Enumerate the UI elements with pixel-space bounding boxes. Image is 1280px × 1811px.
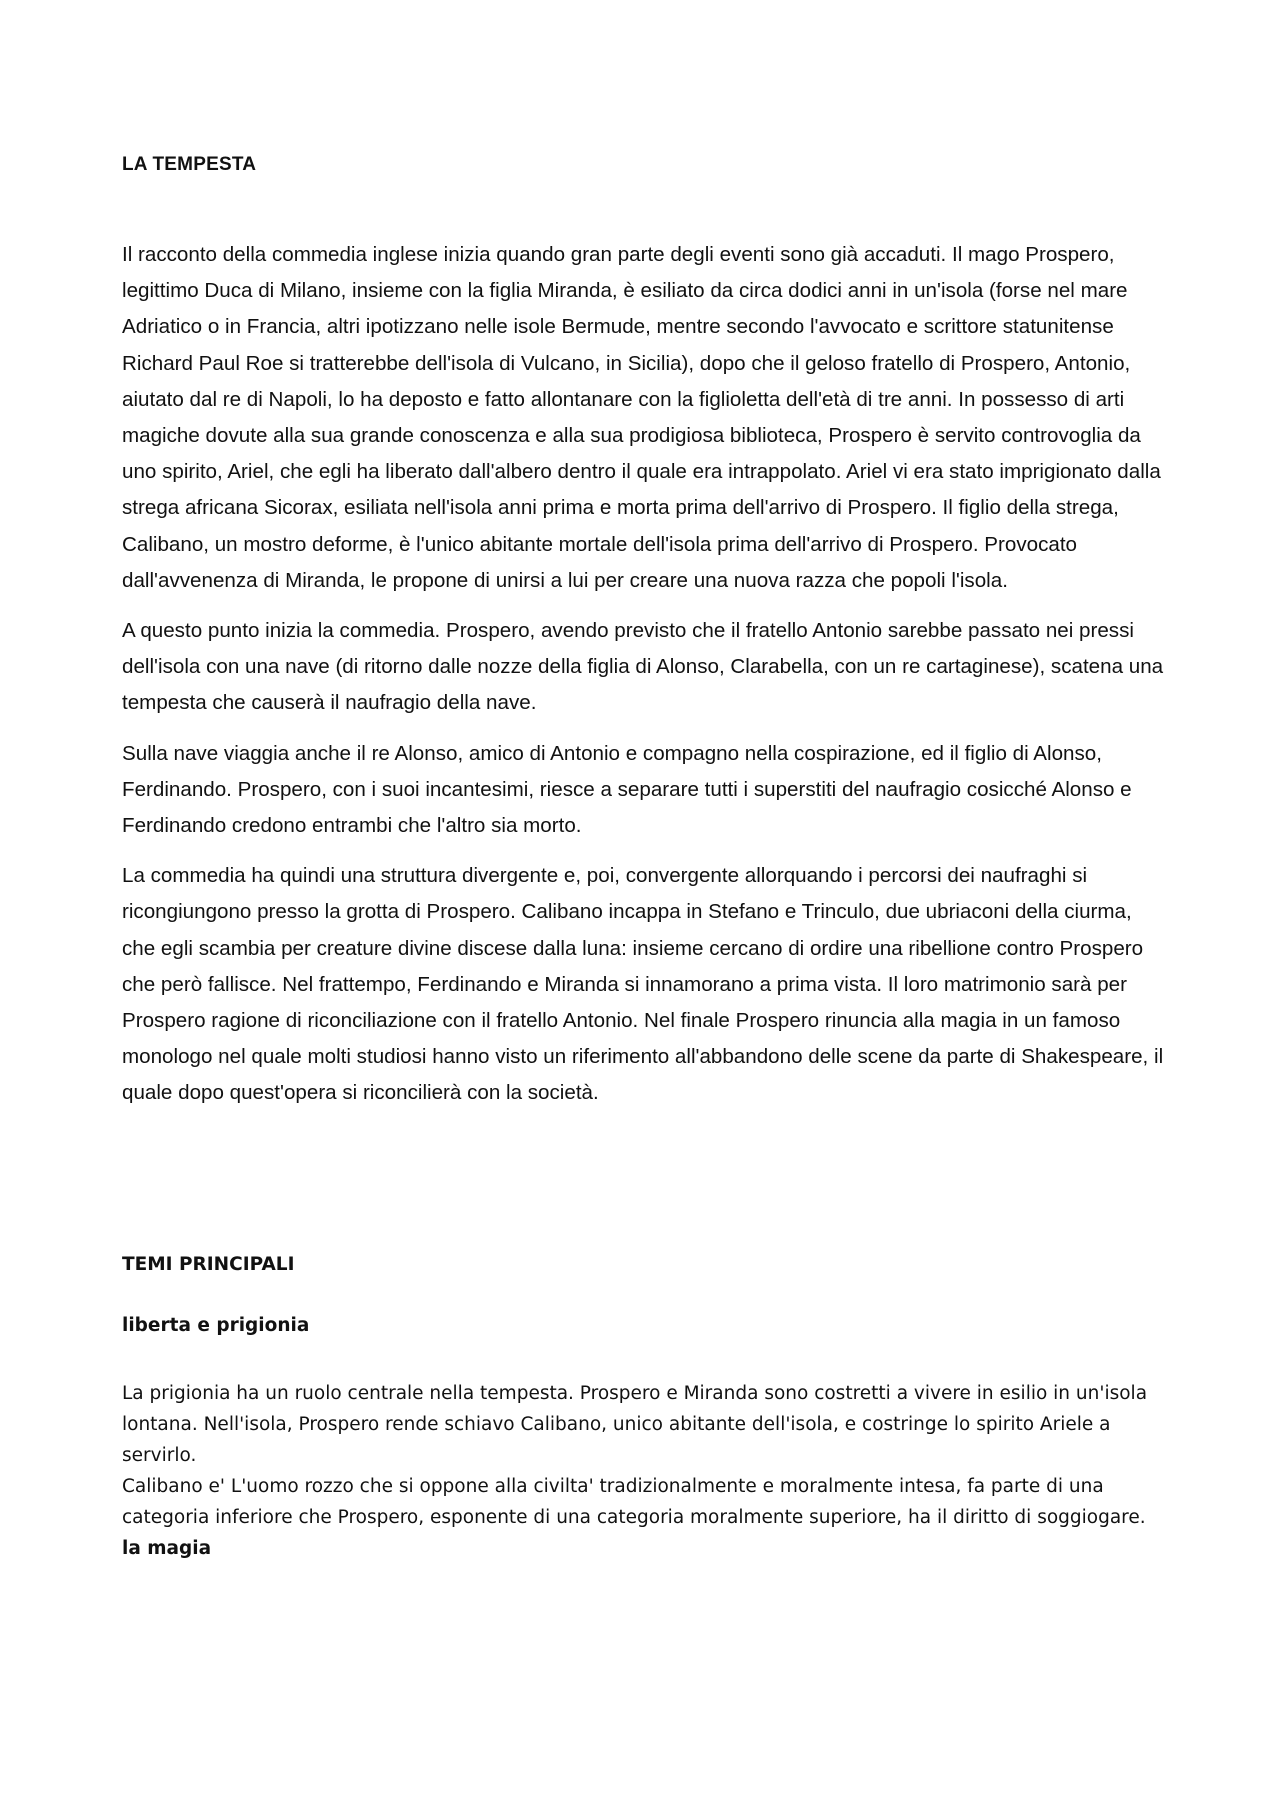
document-title: LA TEMPESTA: [122, 154, 257, 175]
subsection-heading-magia: la magia: [122, 1538, 212, 1559]
subsection-text: [122, 1378, 1167, 1564]
paragraph-1: Il racconto della commedia inglese inizia quando gran parte degli eventi sono già accaduti. Il mago Prospero, legittimo Duca di Milano, insieme con la figlia Miranda, è esiliato da circa dodici anni in un'isola (forse nel mare Adriatico o in Francia, altri ipotizzano nelle isole Bermude, mentre secondo l'avvocato e scrittore statunitense Richard Paul Roe si tratterebbe dell'isola di Vulcano, in Sicilia), dopo che il geloso fratello di Prospero, Antonio, aiutato dal re di Napoli, lo ha deposto e fatto allontanare con la figlioletta dell'età di tre anni. In possesso di arti magiche dovute alla sua grande conoscenza e alla sua prodigiosa biblioteca, Prospero è servito controvoglia da uno spirito, Ariel, che egli ha liberato dall'albero dentro il quale era intrappolato. Ariel vi era stato imprigionato dalla strega africana Sicorax, esiliata nell'isola anni prima e morta prima dell'arrivo di Prospero. Il figlio della strega, Calibano, un mostro deforme, è l'unico abitante mortale dell'isola prima dell'arrivo di Prospero. Provocato dall'avvenenza di Miranda, le propone di unirsi a lui per creare una nuova razza che popoli l'isola.: [122, 243, 1161, 592]
subsection-heading-liberta: liberta e prigionia: [122, 1315, 310, 1336]
paragraph-4: La commedia ha quindi una struttura divergente e, poi, convergente allorquando i percorsi dei naufraghi si ricongiungono presso la grotta di Prospero. Calibano incappa in Stefano e Trinculo, due ubriaconi della ciurma, che egli scambia per creature divine discese dalla luna: insieme cercano di ordire una ribellione contro Prospero che però fallisce. Nel frattempo, Ferdinando e Miranda si innamorano a prima vista. Il loro matrimonio sarà per Prospero ragione di riconciliazione con il fratello Antonio. Nel finale Prospero rinuncia alla magia in un famoso monologo nel quale molti studiosi hanno visto un riferimento all'abbandono delle scene da parte di Shakespeare, il quale dopo quest'opera si riconcilierà con la società.: [122, 864, 1164, 1105]
paragraph-2: A questo punto inizia la commedia. Prospero, avendo previsto che il fratello Antonio sarebbe passato nei pressi dell'isola con una nave (di ritorno dalle nozze della figlia di Alonso, Clarabella, con un re cartaginese), scatena una tempesta che causerà il naufragio della nave.: [122, 619, 1164, 715]
paragraph-3: Sulla nave viaggia anche il re Alonso, amico di Antonio e compagno nella cospirazione, ed il figlio di Alonso, Ferdinando. Prospero, con i suoi incantesimi, riesce a separare tutti i superstiti del naufragio cosicché Alonso e Ferdinando credono entrambi che l'altro sia morto.: [122, 741, 1132, 838]
subsection-paragraph-2: Calibano e' L'uomo rozzo che si oppone alla civilta' tradizionalmente e moralmente intesa, fa parte di una categoria inferiore che Prospero, esponente di una categoria moralmente superiore, ha il diritto di soggiogare.: [122, 1476, 1146, 1528]
subsection-paragraph-1: La prigionia ha un ruolo centrale nella tempesta. Prospero e Miranda sono costretti a vivere in esilio in un'isola lontana. Nell'isola, Prospero rende schiavo Calibano, unico abitante dell'isola, e costringe lo spirito Ariele a servirlo.: [122, 1383, 1148, 1466]
main-text: [122, 237, 1167, 1126]
section-heading-temi: TEMI PRINCIPALI: [122, 1254, 295, 1275]
